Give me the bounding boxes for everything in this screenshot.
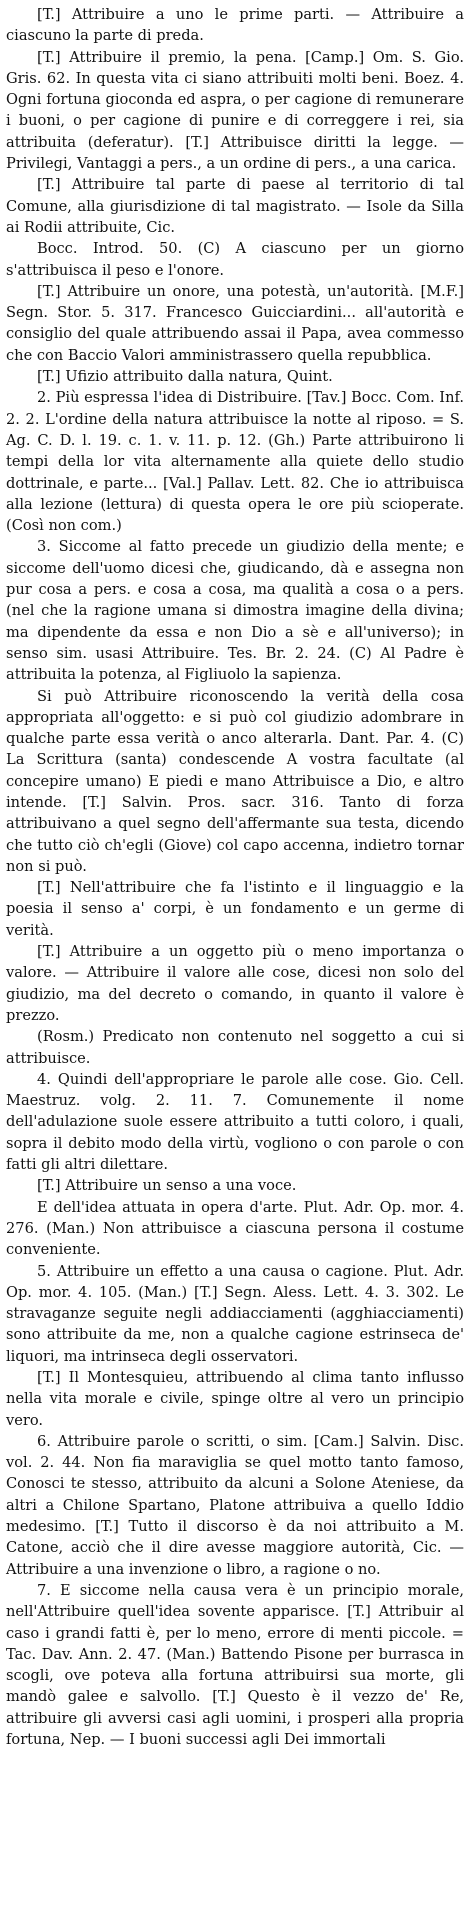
entry-paragraph: [T.] Attribuire a uno le prime parti. — Attribuire a ciascuno la parte di preda. bbox=[6, 6, 464, 45]
entry-paragraph: Bocc. Introd. 50. (C) A ciascuno per un giorno s'attribuisca il peso e l'onore. bbox=[6, 240, 464, 279]
sense-paragraph: 2. Più espressa l'idea di Distribuire. [Tav.] Bocc. Com. Inf. 2. 2. L'ordine della natura attribuisce la notte al riposo. = S. Ag. C. D. l. 19. c. 1. v. 11. p. 12. (Gh.) Parte attribuirono li tempi della lor vita alternamente alla quiete dello studio dottrinale, e parte... [Val.] Pallav. Lett. 82. Che io attribuisca alla lezione (lettura) di questa opera le ore più scioperate. (Così non com.) bbox=[6, 389, 464, 535]
entry-paragraph: [T.] Attribuire tal parte di paese al territorio di tal Comune, alla giurisdizione di tal magistrato. — Isole da Silla ai Rodii attribuite, Cic. bbox=[6, 176, 464, 236]
sense-paragraph: 7. E siccome nella causa vera è un principio morale, nell'Attribuire quell'idea sovente apparisce. [T.] Attribuir al caso i grandi fatti è, per lo meno, errore di menti piccole. = Tac. Dav. Ann. 2. 47. (Man.) Battendo Pisone per burrasca in scogli, ove poteva alla fortuna attribuirsi sua morte, gli mandò galee e salvollo. [T.] Questo è il vezzo de' Re, attribuire gli avversi casi agli uomini, i prosperi alla propria fortuna, Nep. — I buoni successi agli Dei immortali bbox=[6, 1581, 464, 1749]
sense-paragraph: 4. Quindi dell'appropriare le parole alle cose. Gio. Cell. Maestruz. volg. 2. 11. 7. Comunemente il nome dell'adulazione suole essere attribuito a tutti coloro, i quali, sopra il debito modo della virtù, vogliono o con parole o con fatti gli altri dilettare. bbox=[6, 1070, 464, 1174]
entry-paragraph: [T.] Attribuire un senso a una voce. bbox=[37, 1177, 297, 1195]
sense-paragraph: 3. Siccome al fatto precede un giudizio della mente; e siccome dell'uomo dicesi che, giudicando, dà e assegna non pur cosa a pers. e cosa a cosa, ma qualità a cosa o a pers. (nel che la ragione umana si dimostra imagine della divina; ma dipendente da essa e non Dio a sè e all'universo); in senso sim. usasi Attribuire. Tes. Br. 2. 24. (C) Al Padre è attribuita la potenza, al Figliuolo la sapienza. bbox=[6, 538, 464, 684]
entry-paragraph: [T.] Nell'attribuire che fa l'istinto e il linguaggio e la poesia il senso a' corpi, è un fondamento e un germe di verità. bbox=[6, 879, 464, 939]
entry-paragraph: [T.] Ufizio attribuito dalla natura, Quint. bbox=[37, 368, 333, 386]
entry-paragraph: E dell'idea attuata in opera d'arte. Plut. Adr. Op. mor. 4. 276. (Man.) Non attribuisce a ciascuna persona il costume conveniente. bbox=[6, 1198, 464, 1259]
entry-paragraph: Si può Attribuire riconoscendo la verità della cosa appropriata all'oggetto: e si può col giudizio adombrare in qualche parte essa verità o anco alterarla. Dant. Par. 4. (C) La Scrittura (santa) condescende A vostra facultate (al concepire umano) E piedi e mano Attribuisce a Dio, e altro intende. [T.] Salvin. Pros. sacr. 316. Tanto di forza attribuivano a quel segno dell'affermante sua testa, dicendo che tutto ciò ch'egli (Giove) col capo accenna, indietro tornar non si può. bbox=[6, 687, 464, 875]
entry-paragraph: (Rosm.) Predicato non contenuto nel soggetto a cui si attribuisce. bbox=[6, 1028, 464, 1067]
entry-paragraph: [T.] Attribuire il premio, la pena. [Camp.] Om. S. Gio. Gris. 62. In questa vita ci siano attribuiti molti beni. Boez. 4. Ogni fortuna gioconda ed aspra, o per cagione di remunerare i buoni, o per cagione di punire e di correggere i rei, sia attribuita (deferatur). [T.] Attribuisce diritti la legge. — Privilegi, Vantaggi a pers., a un ordine di pers., a una carica. bbox=[6, 48, 464, 173]
entry-paragraph: [T.] Il Montesquieu, attribuendo al clima tanto influsso nella vita morale e civile, spinge oltre al vero un principio vero. bbox=[6, 1369, 464, 1429]
sense-paragraph: 6. Attribuire parole o scritti, o sim. [Cam.] Salvin. Disc. vol. 2. 44. Non fia maraviglia se quel motto tanto famoso, Conosci te stesso, attribuito da alcuni a Solone Ateniese, da altri a Chilone Spartano, Platone attribuiva a quello Iddio medesimo. [T.] Tutto il discorso è da noi attribuito a M. Catone, acciò che il dire avesse maggiore autorità, Cic. — Attribuire a una invenzione o libro, a ragione o no. bbox=[6, 1432, 464, 1578]
entry-paragraph: [T.] Attribuire un onore, una potestà, un'autorità. [M.F.] Segn. Stor. 5. 317. Francesco Guicciardini... all'autorità e consiglio del quale attribuendo assai il Papa, avea commesso che con Baccio Valori amministrassero quella repubblica. bbox=[6, 282, 464, 364]
entry-paragraph: [T.] Attribuire a un oggetto più o meno importanza o valore. — Attribuire il valore alle cose, dicesi non solo del giudizio, ma del decreto o comando, in quanto il valore è prezzo. bbox=[6, 943, 464, 1024]
sense-paragraph: 5. Attribuire un effetto a una causa o cagione. Plut. Adr. Op. mor. 4. 105. (Man.) [T.] Segn. Aless. Lett. 4. 3. 302. Le stravaganze seguite negli addiacciamenti (agghiacciamenti) sono attribuite da me, non a qualche cagione estrinseca de' liquori, ma intrinseca degli osservatori. bbox=[6, 1262, 464, 1365]
